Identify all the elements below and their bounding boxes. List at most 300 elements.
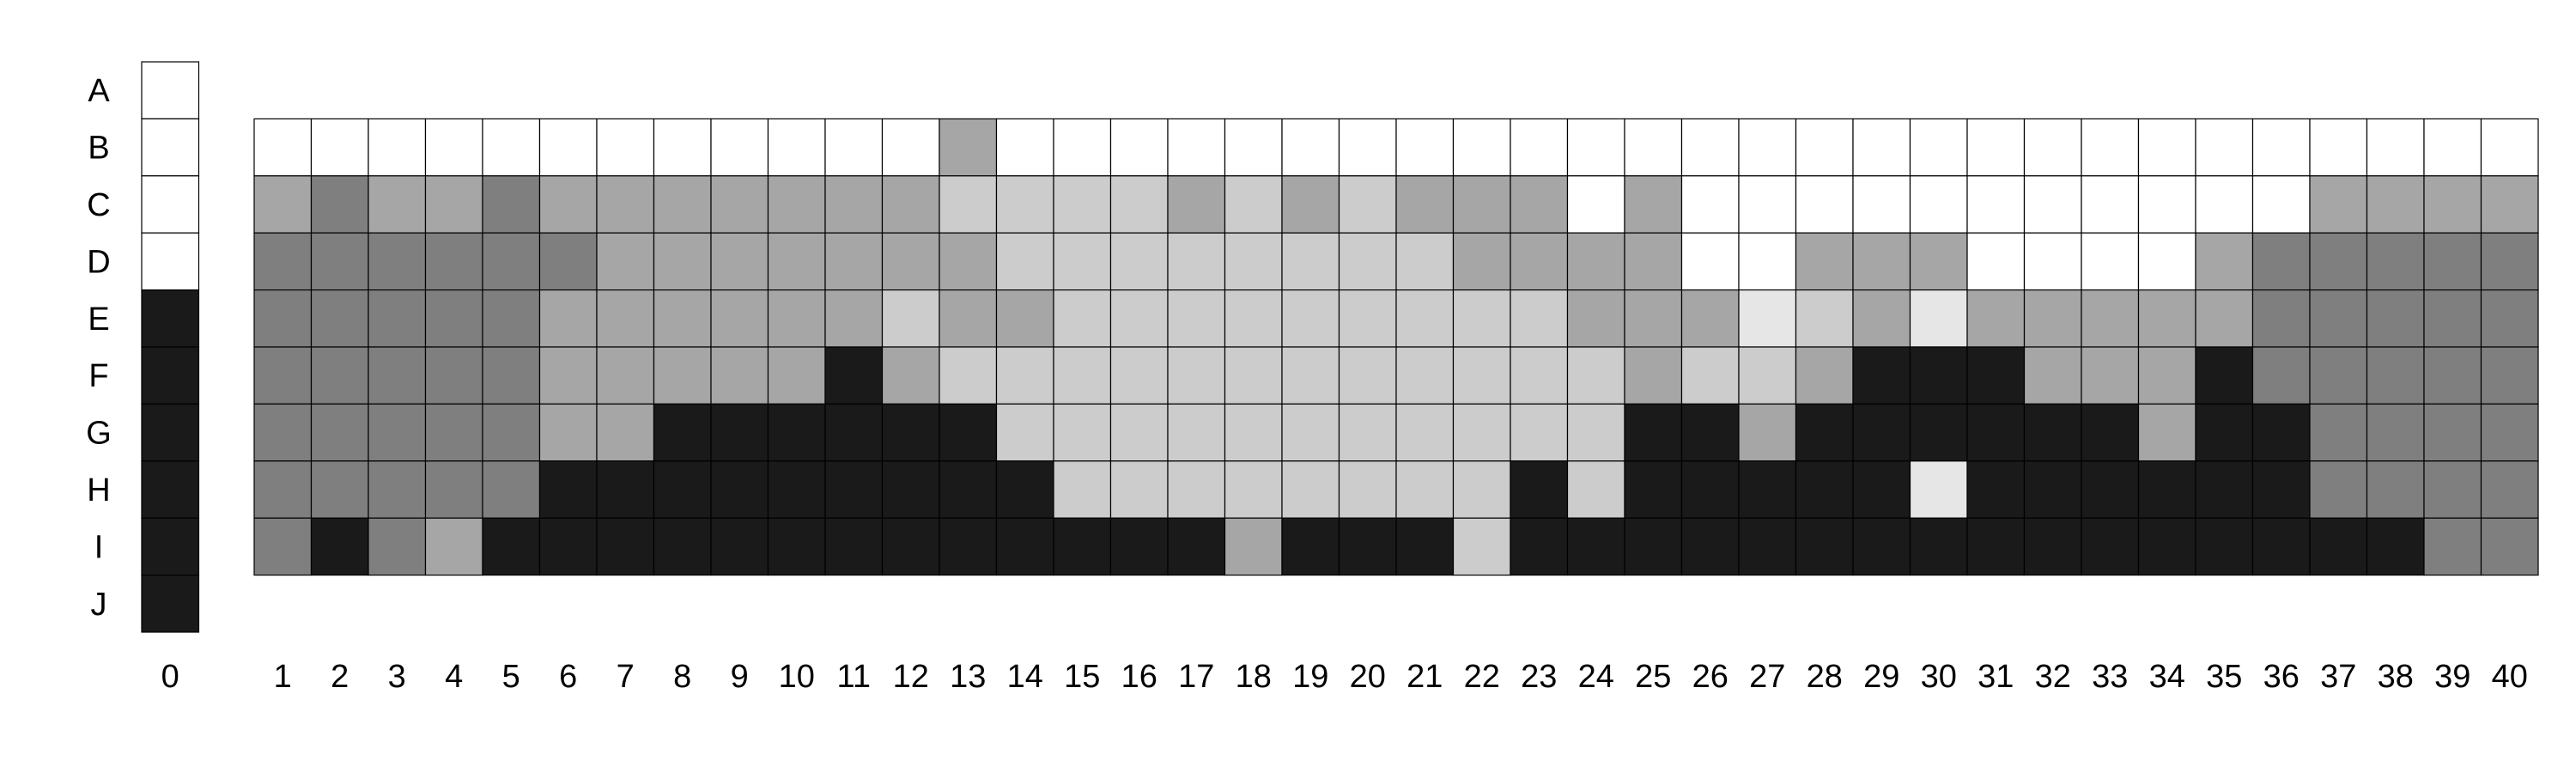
cell-F-29 <box>1853 347 1911 404</box>
cell-D-11 <box>825 233 883 289</box>
cell-B-24 <box>1568 119 1625 175</box>
column-label-8: 8 <box>673 659 692 695</box>
cell-H-31 <box>1967 461 2025 518</box>
cell-G-11 <box>825 404 883 460</box>
cell-G-21 <box>1396 404 1454 460</box>
cell-B-30 <box>1911 119 1968 175</box>
legend-cell-A <box>142 62 199 119</box>
cell-F-13 <box>939 347 997 404</box>
cell-F-35 <box>2196 347 2253 404</box>
cell-E-14 <box>997 290 1054 347</box>
cell-F-40 <box>2482 347 2539 404</box>
cell-C-37 <box>2310 176 2367 233</box>
column-label-38: 38 <box>2377 659 2414 695</box>
cell-F-39 <box>2424 347 2482 404</box>
cell-D-9 <box>711 233 769 289</box>
cell-E-12 <box>883 290 940 347</box>
cell-F-18 <box>1225 347 1283 404</box>
column-label-15: 15 <box>1064 659 1101 695</box>
cell-G-34 <box>2139 404 2196 460</box>
cell-F-1 <box>254 347 312 404</box>
cell-C-31 <box>1967 176 2025 233</box>
cell-G-25 <box>1625 404 1682 460</box>
cell-I-30 <box>1911 518 1968 575</box>
row-label-G: G <box>86 415 112 452</box>
cell-I-34 <box>2139 518 2196 575</box>
cell-H-14 <box>997 461 1054 518</box>
cell-F-9 <box>711 347 769 404</box>
cell-G-1 <box>254 404 312 460</box>
cell-C-9 <box>711 176 769 233</box>
cell-I-26 <box>1682 518 1740 575</box>
cell-C-15 <box>1054 176 1111 233</box>
cell-E-13 <box>939 290 997 347</box>
cell-C-13 <box>939 176 997 233</box>
cell-C-24 <box>1568 176 1625 233</box>
cell-I-25 <box>1625 518 1682 575</box>
cell-I-15 <box>1054 518 1111 575</box>
cell-G-30 <box>1911 404 1968 460</box>
cell-G-20 <box>1340 404 1397 460</box>
cell-D-33 <box>2081 233 2139 289</box>
cell-H-16 <box>1111 461 1169 518</box>
cell-I-39 <box>2424 518 2482 575</box>
cell-F-36 <box>2253 347 2311 404</box>
row-label-J: J <box>90 586 107 623</box>
row-label-A: A <box>88 73 110 110</box>
cell-I-38 <box>2367 518 2425 575</box>
cell-E-2 <box>312 290 369 347</box>
cell-D-27 <box>1739 233 1796 289</box>
cell-F-12 <box>883 347 940 404</box>
cell-B-27 <box>1739 119 1796 175</box>
cell-D-37 <box>2310 233 2367 289</box>
cell-G-5 <box>483 404 540 460</box>
cell-F-27 <box>1739 347 1796 404</box>
cell-F-14 <box>997 347 1054 404</box>
cell-G-14 <box>997 404 1054 460</box>
cell-D-35 <box>2196 233 2253 289</box>
cell-E-11 <box>825 290 883 347</box>
cell-G-40 <box>2482 404 2539 460</box>
cell-I-9 <box>711 518 769 575</box>
cell-C-18 <box>1225 176 1283 233</box>
cell-I-11 <box>825 518 883 575</box>
cell-D-14 <box>997 233 1054 289</box>
column-label-40: 40 <box>2491 659 2528 695</box>
cell-H-12 <box>883 461 940 518</box>
legend-cell-D <box>142 233 199 289</box>
cell-E-34 <box>2139 290 2196 347</box>
cell-C-34 <box>2139 176 2196 233</box>
legend-cell-G <box>142 404 199 460</box>
column-label-20: 20 <box>1349 659 1386 695</box>
row-label-I: I <box>94 529 104 566</box>
legend-cell-E <box>142 290 199 347</box>
cell-D-17 <box>1168 233 1225 289</box>
cell-B-2 <box>312 119 369 175</box>
cell-I-18 <box>1225 518 1283 575</box>
cell-D-3 <box>368 233 426 289</box>
cell-B-6 <box>540 119 598 175</box>
cell-E-29 <box>1853 290 1911 347</box>
cell-E-28 <box>1796 290 1854 347</box>
cell-F-21 <box>1396 347 1454 404</box>
column-label-11: 11 <box>836 659 871 695</box>
cell-G-9 <box>711 404 769 460</box>
cell-G-24 <box>1568 404 1625 460</box>
legend-cell-C <box>142 176 199 233</box>
cell-G-19 <box>1282 404 1340 460</box>
cell-E-16 <box>1111 290 1169 347</box>
cell-E-8 <box>654 290 712 347</box>
cell-H-21 <box>1396 461 1454 518</box>
cell-I-32 <box>2025 518 2082 575</box>
cell-H-20 <box>1340 461 1397 518</box>
cell-C-26 <box>1682 176 1740 233</box>
cell-B-18 <box>1225 119 1283 175</box>
cell-I-10 <box>769 518 826 575</box>
cell-I-21 <box>1396 518 1454 575</box>
cell-B-23 <box>1510 119 1568 175</box>
cell-F-4 <box>426 347 483 404</box>
cell-C-22 <box>1454 176 1511 233</box>
cell-H-40 <box>2482 461 2539 518</box>
cell-H-34 <box>2139 461 2196 518</box>
cell-H-9 <box>711 461 769 518</box>
cell-F-24 <box>1568 347 1625 404</box>
cell-H-5 <box>483 461 540 518</box>
cell-I-5 <box>483 518 540 575</box>
cell-G-37 <box>2310 404 2367 460</box>
cell-C-14 <box>997 176 1054 233</box>
cell-I-16 <box>1111 518 1169 575</box>
cell-B-14 <box>997 119 1054 175</box>
cell-B-19 <box>1282 119 1340 175</box>
cell-B-22 <box>1454 119 1511 175</box>
cell-D-29 <box>1853 233 1911 289</box>
cell-B-40 <box>2482 119 2539 175</box>
cell-D-12 <box>883 233 940 289</box>
cell-G-18 <box>1225 404 1283 460</box>
cell-E-30 <box>1911 290 1968 347</box>
cell-F-34 <box>2139 347 2196 404</box>
cell-E-7 <box>597 290 654 347</box>
cell-B-37 <box>2310 119 2367 175</box>
cell-C-19 <box>1282 176 1340 233</box>
row-label-B: B <box>88 130 110 167</box>
cell-C-38 <box>2367 176 2425 233</box>
cell-I-31 <box>1967 518 2025 575</box>
cell-C-25 <box>1625 176 1682 233</box>
cell-F-8 <box>654 347 712 404</box>
cell-I-2 <box>312 518 369 575</box>
cell-F-19 <box>1282 347 1340 404</box>
cell-G-2 <box>312 404 369 460</box>
cell-G-33 <box>2081 404 2139 460</box>
cell-B-1 <box>254 119 312 175</box>
cell-H-19 <box>1282 461 1340 518</box>
cell-D-31 <box>1967 233 2025 289</box>
cell-H-23 <box>1510 461 1568 518</box>
cell-E-18 <box>1225 290 1283 347</box>
cell-C-7 <box>597 176 654 233</box>
cell-D-38 <box>2367 233 2425 289</box>
column-label-17: 17 <box>1178 659 1215 695</box>
column-label-39: 39 <box>2434 659 2471 695</box>
cell-H-1 <box>254 461 312 518</box>
cell-B-32 <box>2025 119 2082 175</box>
cell-F-20 <box>1340 347 1397 404</box>
cell-I-1 <box>254 518 312 575</box>
cell-E-5 <box>483 290 540 347</box>
cell-F-23 <box>1510 347 1568 404</box>
cell-F-6 <box>540 347 598 404</box>
cell-H-11 <box>825 461 883 518</box>
cell-E-1 <box>254 290 312 347</box>
legend-cell-F <box>142 347 199 404</box>
cell-B-17 <box>1168 119 1225 175</box>
cell-D-26 <box>1682 233 1740 289</box>
cell-C-4 <box>426 176 483 233</box>
cell-B-8 <box>654 119 712 175</box>
cell-D-28 <box>1796 233 1854 289</box>
cell-I-14 <box>997 518 1054 575</box>
cell-E-37 <box>2310 290 2367 347</box>
cell-H-38 <box>2367 461 2425 518</box>
column-label-22: 22 <box>1463 659 1500 695</box>
row-label-D: D <box>87 244 111 281</box>
cell-G-39 <box>2424 404 2482 460</box>
cell-F-38 <box>2367 347 2425 404</box>
cell-G-23 <box>1510 404 1568 460</box>
cell-E-38 <box>2367 290 2425 347</box>
legend-cell-H <box>142 461 199 518</box>
cell-I-35 <box>2196 518 2253 575</box>
cell-D-22 <box>1454 233 1511 289</box>
cell-G-3 <box>368 404 426 460</box>
cell-D-13 <box>939 233 997 289</box>
cell-D-7 <box>597 233 654 289</box>
cell-E-20 <box>1340 290 1397 347</box>
column-label-27: 27 <box>1749 659 1786 695</box>
legend-cell-I <box>142 518 199 575</box>
cell-D-6 <box>540 233 598 289</box>
cell-H-8 <box>654 461 712 518</box>
cell-C-5 <box>483 176 540 233</box>
cell-H-13 <box>939 461 997 518</box>
cell-F-16 <box>1111 347 1169 404</box>
cell-F-30 <box>1911 347 1968 404</box>
cell-I-13 <box>939 518 997 575</box>
column-label-36: 36 <box>2263 659 2300 695</box>
cell-F-5 <box>483 347 540 404</box>
column-label-31: 31 <box>1978 659 2014 695</box>
cell-B-28 <box>1796 119 1854 175</box>
cell-D-19 <box>1282 233 1340 289</box>
cell-I-3 <box>368 518 426 575</box>
cell-E-21 <box>1396 290 1454 347</box>
cell-H-27 <box>1739 461 1796 518</box>
cell-B-26 <box>1682 119 1740 175</box>
legend-cell-J <box>142 575 199 632</box>
cell-B-3 <box>368 119 426 175</box>
cell-C-40 <box>2482 176 2539 233</box>
cell-H-22 <box>1454 461 1511 518</box>
cell-H-25 <box>1625 461 1682 518</box>
cell-B-20 <box>1340 119 1397 175</box>
cell-D-8 <box>654 233 712 289</box>
column-label-2: 2 <box>331 659 349 695</box>
cell-G-27 <box>1739 404 1796 460</box>
cell-E-17 <box>1168 290 1225 347</box>
cell-E-32 <box>2025 290 2082 347</box>
cell-H-26 <box>1682 461 1740 518</box>
cell-C-8 <box>654 176 712 233</box>
cell-H-30 <box>1911 461 1968 518</box>
column-label-4: 4 <box>445 659 464 695</box>
cell-F-25 <box>1625 347 1682 404</box>
cell-C-29 <box>1853 176 1911 233</box>
cell-E-10 <box>769 290 826 347</box>
column-label-37: 37 <box>2320 659 2357 695</box>
cell-F-7 <box>597 347 654 404</box>
cell-E-25 <box>1625 290 1682 347</box>
cell-F-33 <box>2081 347 2139 404</box>
row-label-H: H <box>87 472 111 508</box>
cell-H-33 <box>2081 461 2139 518</box>
cell-E-19 <box>1282 290 1340 347</box>
cell-B-39 <box>2424 119 2482 175</box>
column-label-3: 3 <box>387 659 406 695</box>
column-label-29: 29 <box>1863 659 1900 695</box>
cell-C-39 <box>2424 176 2482 233</box>
cell-I-33 <box>2081 518 2139 575</box>
cell-G-6 <box>540 404 598 460</box>
cell-E-40 <box>2482 290 2539 347</box>
cell-G-38 <box>2367 404 2425 460</box>
cell-H-4 <box>426 461 483 518</box>
cell-I-23 <box>1510 518 1568 575</box>
cell-G-28 <box>1796 404 1854 460</box>
cell-G-13 <box>939 404 997 460</box>
cell-G-17 <box>1168 404 1225 460</box>
cell-B-10 <box>769 119 826 175</box>
cell-D-39 <box>2424 233 2482 289</box>
cell-E-24 <box>1568 290 1625 347</box>
cell-I-40 <box>2482 518 2539 575</box>
cell-C-12 <box>883 176 940 233</box>
cell-E-27 <box>1739 290 1796 347</box>
cell-G-31 <box>1967 404 2025 460</box>
cell-D-4 <box>426 233 483 289</box>
cell-I-17 <box>1168 518 1225 575</box>
cell-I-27 <box>1739 518 1796 575</box>
cell-G-8 <box>654 404 712 460</box>
cell-H-6 <box>540 461 598 518</box>
cell-F-28 <box>1796 347 1854 404</box>
cell-I-36 <box>2253 518 2311 575</box>
cell-D-25 <box>1625 233 1682 289</box>
cell-E-15 <box>1054 290 1111 347</box>
cell-E-6 <box>540 290 598 347</box>
column-label-1: 1 <box>273 659 292 695</box>
column-label-13: 13 <box>950 659 987 695</box>
column-label-33: 33 <box>2092 659 2129 695</box>
cell-E-36 <box>2253 290 2311 347</box>
cell-B-4 <box>426 119 483 175</box>
cell-B-29 <box>1853 119 1911 175</box>
cell-B-7 <box>597 119 654 175</box>
column-label-18: 18 <box>1235 659 1272 695</box>
cell-C-3 <box>368 176 426 233</box>
cell-B-16 <box>1111 119 1169 175</box>
cell-F-2 <box>312 347 369 404</box>
column-label-19: 19 <box>1292 659 1329 695</box>
cell-B-36 <box>2253 119 2311 175</box>
cell-C-1 <box>254 176 312 233</box>
cell-D-5 <box>483 233 540 289</box>
cell-H-18 <box>1225 461 1283 518</box>
cell-D-40 <box>2482 233 2539 289</box>
cell-I-12 <box>883 518 940 575</box>
cell-C-30 <box>1911 176 1968 233</box>
cell-D-16 <box>1111 233 1169 289</box>
cell-C-35 <box>2196 176 2253 233</box>
cell-C-17 <box>1168 176 1225 233</box>
cell-H-15 <box>1054 461 1111 518</box>
cell-C-6 <box>540 176 598 233</box>
cell-B-12 <box>883 119 940 175</box>
cell-I-19 <box>1282 518 1340 575</box>
cell-H-36 <box>2253 461 2311 518</box>
cell-F-31 <box>1967 347 2025 404</box>
column-label-32: 32 <box>2034 659 2071 695</box>
column-label-12: 12 <box>892 659 929 695</box>
cell-F-11 <box>825 347 883 404</box>
cell-I-28 <box>1796 518 1854 575</box>
cell-I-24 <box>1568 518 1625 575</box>
cell-C-2 <box>312 176 369 233</box>
legend-cell-B <box>142 119 199 175</box>
cell-B-11 <box>825 119 883 175</box>
cell-D-21 <box>1396 233 1454 289</box>
cell-I-8 <box>654 518 712 575</box>
cell-E-39 <box>2424 290 2482 347</box>
cell-H-39 <box>2424 461 2482 518</box>
cell-F-22 <box>1454 347 1511 404</box>
column-label-35: 35 <box>2206 659 2243 695</box>
column-label-30: 30 <box>1920 659 1957 695</box>
cell-C-11 <box>825 176 883 233</box>
cell-D-1 <box>254 233 312 289</box>
cell-D-36 <box>2253 233 2311 289</box>
cell-C-10 <box>769 176 826 233</box>
cell-B-38 <box>2367 119 2425 175</box>
column-label-5: 5 <box>501 659 520 695</box>
cell-D-30 <box>1911 233 1968 289</box>
column-label-10: 10 <box>778 659 815 695</box>
cell-I-22 <box>1454 518 1511 575</box>
cell-C-21 <box>1396 176 1454 233</box>
cell-G-22 <box>1454 404 1511 460</box>
cell-H-24 <box>1568 461 1625 518</box>
cell-E-23 <box>1510 290 1568 347</box>
column-label-6: 6 <box>559 659 578 695</box>
column-label-23: 23 <box>1521 659 1558 695</box>
cell-H-2 <box>312 461 369 518</box>
cell-C-28 <box>1796 176 1854 233</box>
